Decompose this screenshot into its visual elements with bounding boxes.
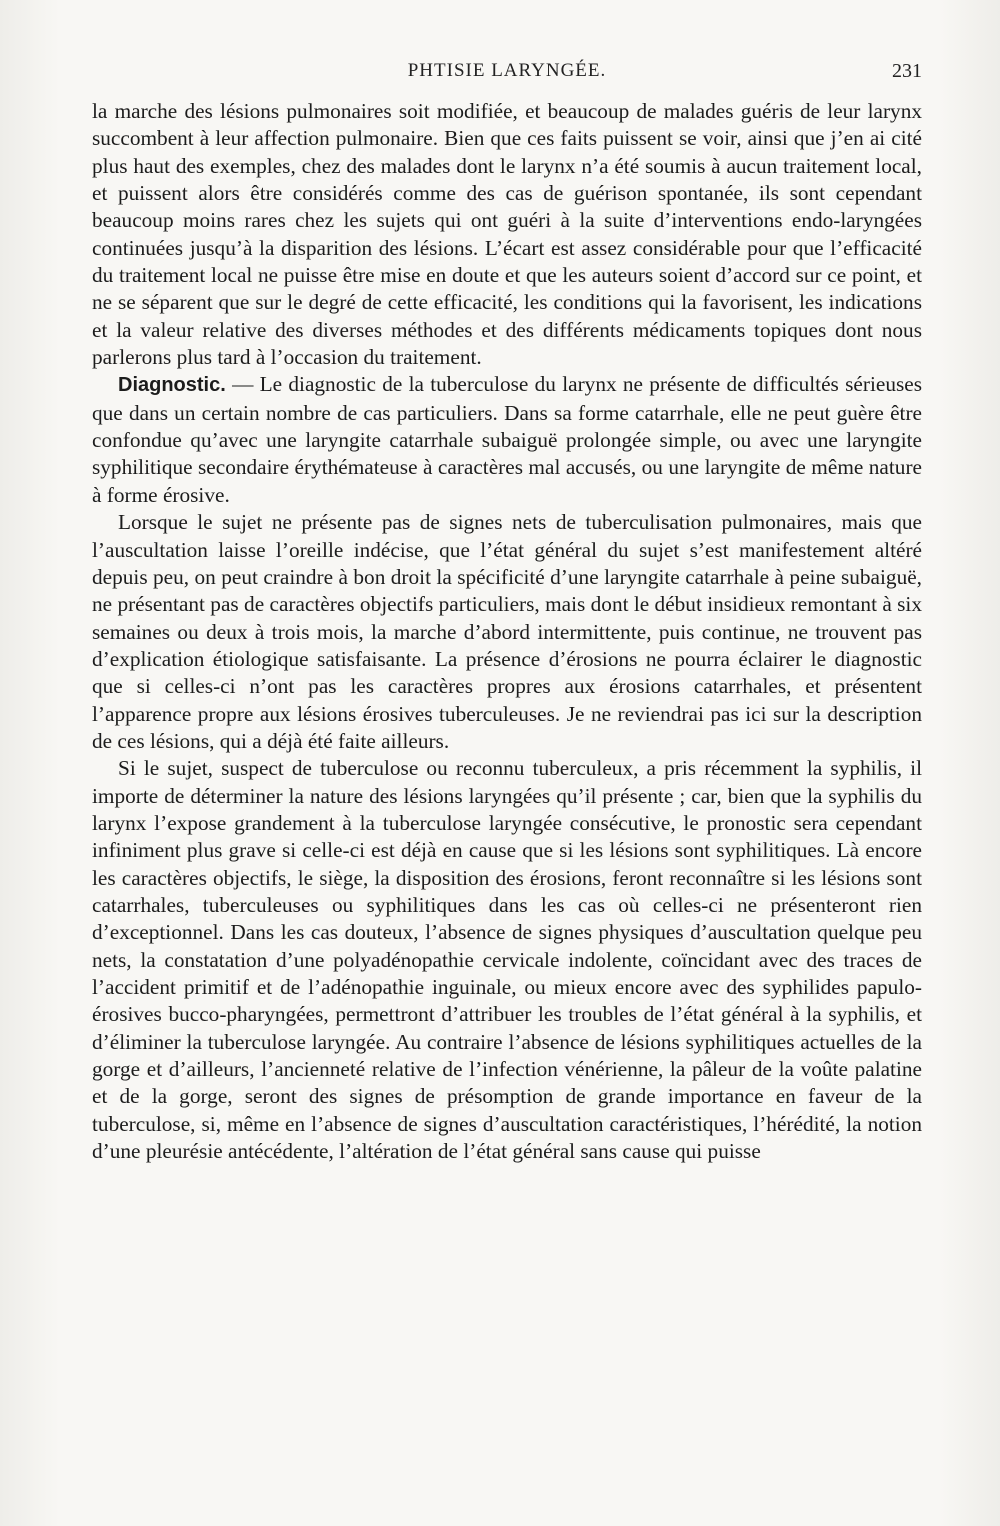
paragraph-4: Si le sujet, suspect de tuberculose ou reconnu tuberculeux, a pris récemment la syphilis, il importe de déterminer la nature des lésions laryngées qu’il présente ; car, bien que la syphilis du larynx l’expose grandement à la tuberculose laryngée consécutive, le pronostic sera cependant infiniment plus grave si celle-ci est déjà en cause que si les lésions sont syphilitiques. Là encore les caractères objectifs, le siège, la disposition des érosions, feront reconnaître si les lésions sont catarrhales, tuberculeuses ou syphilitiques dans les cas où celles-ci ne présenteront rien d’exceptionnel. Dans les cas douteux, l’absence de signes physiques d’auscultation quelque peu nets, la constatation d’une polyadénopathie cervicale indolente, coïncidant avec des traces de l’accident primitif et de l’adénopathie inguinale, ou mieux encore avec des syphilides papuloérosives bucco-pharyngées, permettront d’attribuer les troubles de l’état général à la syphilis, et d’éliminer la tuberculose laryngée. Au contraire l’absence de lésions syphilitiques actuelles de la gorge et d’ailleurs, l’ancienneté relative de l’infection vénérienne, la pâleur de la voûte palatine et de la gorge, seront des signes de présomption de grande importance en faveur de la tuberculose, si, même en l’absence de signes d’auscultation caractéristiques, l’hérédité, la notion d’une pleurésie antécédente, l’altération de l’état général sans cause qui puisse bbox=[92, 756, 922, 1164]
section-heading-diagnostic: Diagnostic. bbox=[118, 374, 226, 397]
body-text bbox=[92, 98, 922, 1165]
page-header bbox=[92, 60, 922, 90]
page-number: 231 bbox=[892, 60, 922, 82]
paragraph-1: la marche des lésions pulmonaires soit modifiée, et beaucoup de malades guéris de leur larynx succombent à leur affection pulmonaire. Bien que ces faits puissent se voir, ainsi que j’en ai cité plus haut des exemples, chez des malades dont le larynx n’a été soumis à aucun traitement local, et puissent alors être considérés comme des cas de guérison spontanée, ils sont cependant beaucoup moins rares chez les sujets qui ont guéri à la suite d’interventions endo-laryngées continuées jusqu’à la disparition des lésions. L’écart est assez considérable pour que l’efficacité du traitement local ne puisse être mise en doute et que les auteurs soient d’accord sur ce point, et ne se séparent que sur le degré de cette efficacité, les conditions qui la favorisent, les indications et la valeur relative des diverses méthodes et des différents médicaments topiques dont nous parlerons plus tard à l’occasion du traitement. bbox=[92, 99, 922, 370]
paragraph-diagnostic-text: — Le diagnostic de la tuberculose du larynx ne présente de difficultés sérieuses que dans un certain nombre de cas particuliers. Dans sa forme catarrhale, elle ne peut guère être confondue qu’avec une laryngite catarrhale subaiguë prolongée simple, ou avec une laryngite syphilitique secondaire érythémateuse à caractères mal accusés, ou une laryngite de même nature à forme érosive. bbox=[92, 372, 922, 507]
running-title: PHTISIE LARYNGÉE. bbox=[407, 60, 607, 81]
paragraph-3: Lorsque le sujet ne présente pas de signes nets de tuberculisation pulmonaires, mais que l’auscultation laisse l’oreille indécise, que l’état général du sujet s’est manifestement altéré depuis peu, on peut craindre à bon droit la spécificité d’une laryngite catarrhale à peine subaiguë, ne présentant pas de caractères objectifs particuliers, mais dont le début insidieux remontant à six semaines ou deux à trois mois, la marche d’abord intermittente, puis continue, ne trouvent pas d’explication étiologique satisfaisante. La présence d’érosions ne pourra éclairer le diagnostic que si celles-ci n’ont pas les caractères propres aux érosions catarrhales, et présentent l’apparence propre aux lésions érosives tuberculeuses. Je ne reviendrai pas ici sur la description de ces lésions, qui a déjà été faite ailleurs. bbox=[92, 510, 922, 753]
paragraph-diagnostic bbox=[92, 371, 922, 509]
